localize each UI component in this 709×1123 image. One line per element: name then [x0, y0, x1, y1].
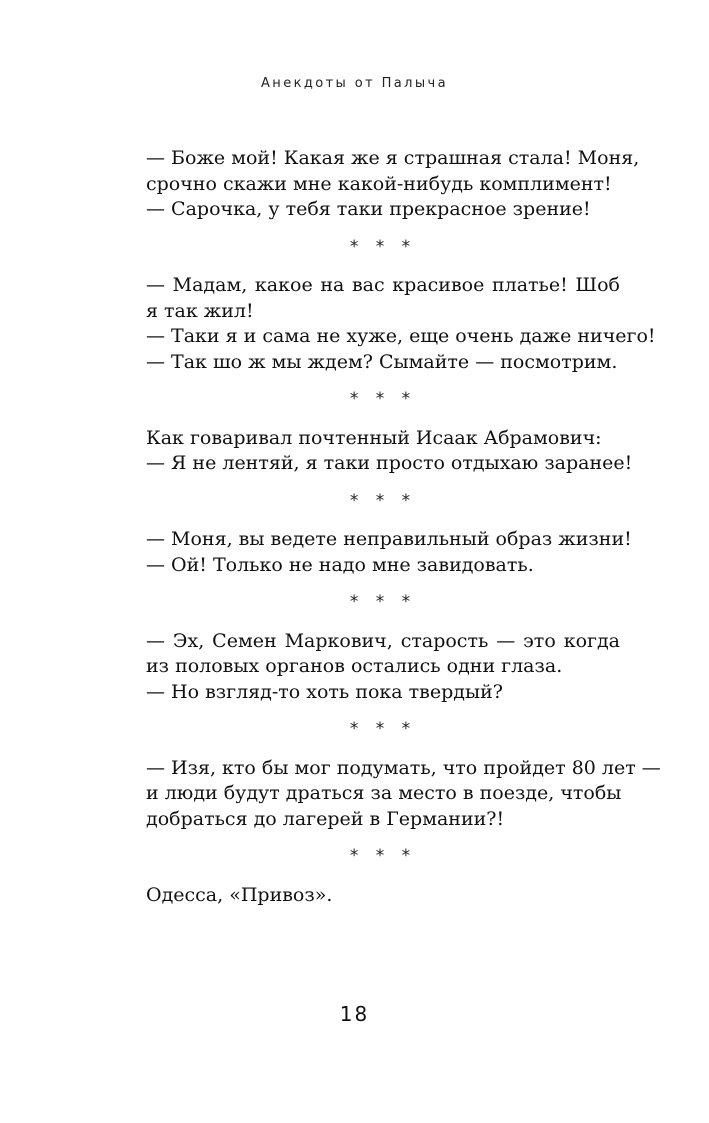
joke-line: — Но взгляд-то хоть пока твердый?: [146, 680, 503, 703]
joke-6: [146, 756, 661, 833]
joke-line: из половых органов остались одни глаза.: [146, 655, 563, 677]
joke-line: — Моня, вы ведете неправильный образ жизни!: [146, 528, 632, 550]
joke-line: добраться до лагерей в Германии?!: [146, 807, 505, 830]
joke-2: [146, 273, 656, 375]
section-separator: * * *: [349, 490, 417, 511]
joke-line: — Я не лентяй, я таки просто отдыхаю заранее!: [146, 452, 633, 474]
joke-line: — Сарочка, у тебя таки прекрасное зрение!: [146, 198, 591, 220]
joke-line: — Так шо ж мы ждем? Сымайте — посмотрим.: [146, 350, 618, 373]
joke-line: Как говаривал почтенный Исаак Абрамович:: [146, 426, 602, 449]
page-number: 18: [339, 1002, 370, 1026]
joke-line: я так жил!: [146, 299, 254, 322]
running-header: Анекдоты от Палыча: [261, 76, 448, 91]
joke-4: [146, 527, 632, 578]
joke-line: срочно скажи мне какой-нибудь комплимент!: [146, 172, 612, 195]
section-separator: * * *: [349, 846, 417, 866]
joke-line: — Изя, кто бы мог подумать, что пройдет 80 лет —: [146, 756, 661, 779]
joke-5: [146, 629, 620, 706]
joke-line: Одесса, «Привоз».: [146, 883, 333, 906]
joke-7: [146, 883, 620, 909]
joke-line: — Мадам, какое на вас красивое платье! Шоб: [146, 274, 620, 296]
section-separator: * * *: [349, 592, 417, 612]
joke-3: [146, 426, 633, 477]
section-separator: * * *: [349, 719, 417, 739]
section-separator: * * *: [349, 389, 417, 409]
section-separator: * * *: [349, 236, 417, 257]
joke-line: — Боже мой! Какая же я страшная стала! Моня,: [146, 147, 640, 169]
joke-line: — Эх, Семен Маркович, старость — это когда: [146, 629, 620, 652]
joke-line: — Таки я и сама не хуже, еще очень даже ничего!: [146, 325, 656, 347]
page-body: [146, 146, 661, 908]
joke-line: и люди будут драться за место в поезде, чтобы: [146, 782, 622, 804]
joke-line: — Ой! Только не надо мне завидовать.: [146, 553, 534, 576]
joke-1: [146, 146, 640, 223]
